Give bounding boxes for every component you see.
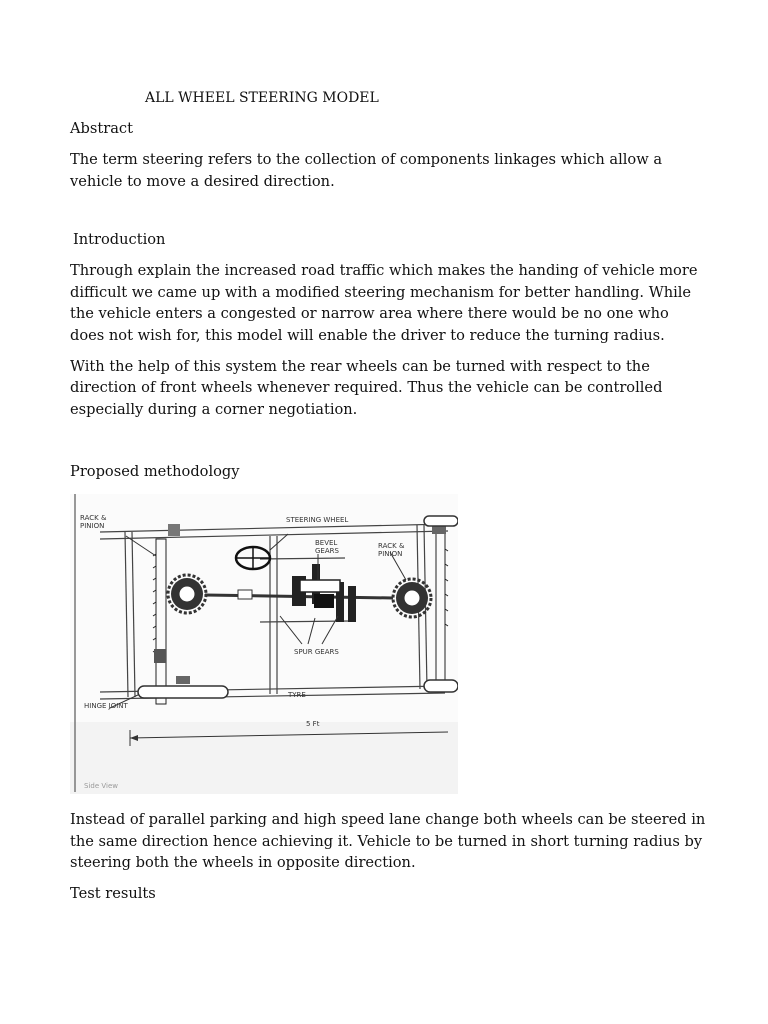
intro-paragraph-line: does not wish for, this model will enable the driver to reduce the turning radius. — [70, 327, 665, 344]
label-rack-pinion-right-2: PINION — [378, 550, 403, 558]
label-rack-pinion-right: RACK & — [378, 542, 405, 550]
body-paragraph-line: Instead of parallel parking and high speed lane change both wheels can be steered in — [70, 811, 706, 828]
label-spur-gears: SPUR GEARS — [294, 648, 339, 656]
abstract-heading: Abstract — [70, 120, 133, 137]
intro-paragraph-line: direction of front wheels whenever required. Thus the vehicle can be controlled — [70, 379, 663, 396]
intro-paragraph-line: the vehicle enters a congested or narrow area where there would be no one who — [70, 305, 669, 322]
label-bevel-gears-2: GEARS — [315, 547, 339, 555]
label-dimension: 5 Ft — [306, 720, 320, 728]
label-rack-pinion-left-2: PINION — [80, 522, 105, 530]
test-results-heading: Test results — [70, 885, 156, 902]
document-title: ALL WHEEL STEERING MODEL — [145, 90, 379, 106]
abstract-line: vehicle to move a desired direction. — [70, 173, 335, 190]
intro-paragraph-line: especially during a corner negotiation. — [70, 401, 358, 418]
steering-diagram-figure — [70, 494, 458, 794]
label-side-view: Side View — [84, 782, 118, 790]
abstract-line: The term steering refers to the collection of components linkages which allow a — [70, 151, 663, 168]
methodology-heading: Proposed methodology — [70, 463, 240, 480]
body-paragraph-line: the same direction hence achieving it. Vehicle to be turned in short turning radius by — [70, 833, 703, 850]
label-tyre: TYRE — [288, 691, 306, 699]
label-bevel-gears: BEVEL — [315, 539, 338, 547]
body-paragraph-line: steering both the wheels in opposite direction. — [70, 854, 416, 871]
intro-paragraph-line: Through explain the increased road traffic which makes the handing of vehicle more — [70, 262, 698, 279]
label-steering-wheel: STEERING WHEEL — [286, 516, 349, 524]
label-rack-pinion-left: RACK & — [80, 514, 107, 522]
steering-diagram — [70, 494, 458, 794]
label-hinge-joint: HINGE JOINT — [84, 702, 128, 710]
introduction-heading: Introduction — [73, 231, 166, 248]
intro-paragraph-line: With the help of this system the rear wheels can be turned with respect to the — [70, 358, 650, 375]
intro-paragraph-line: difficult we came up with a modified steering mechanism for better handling. While — [70, 284, 692, 301]
